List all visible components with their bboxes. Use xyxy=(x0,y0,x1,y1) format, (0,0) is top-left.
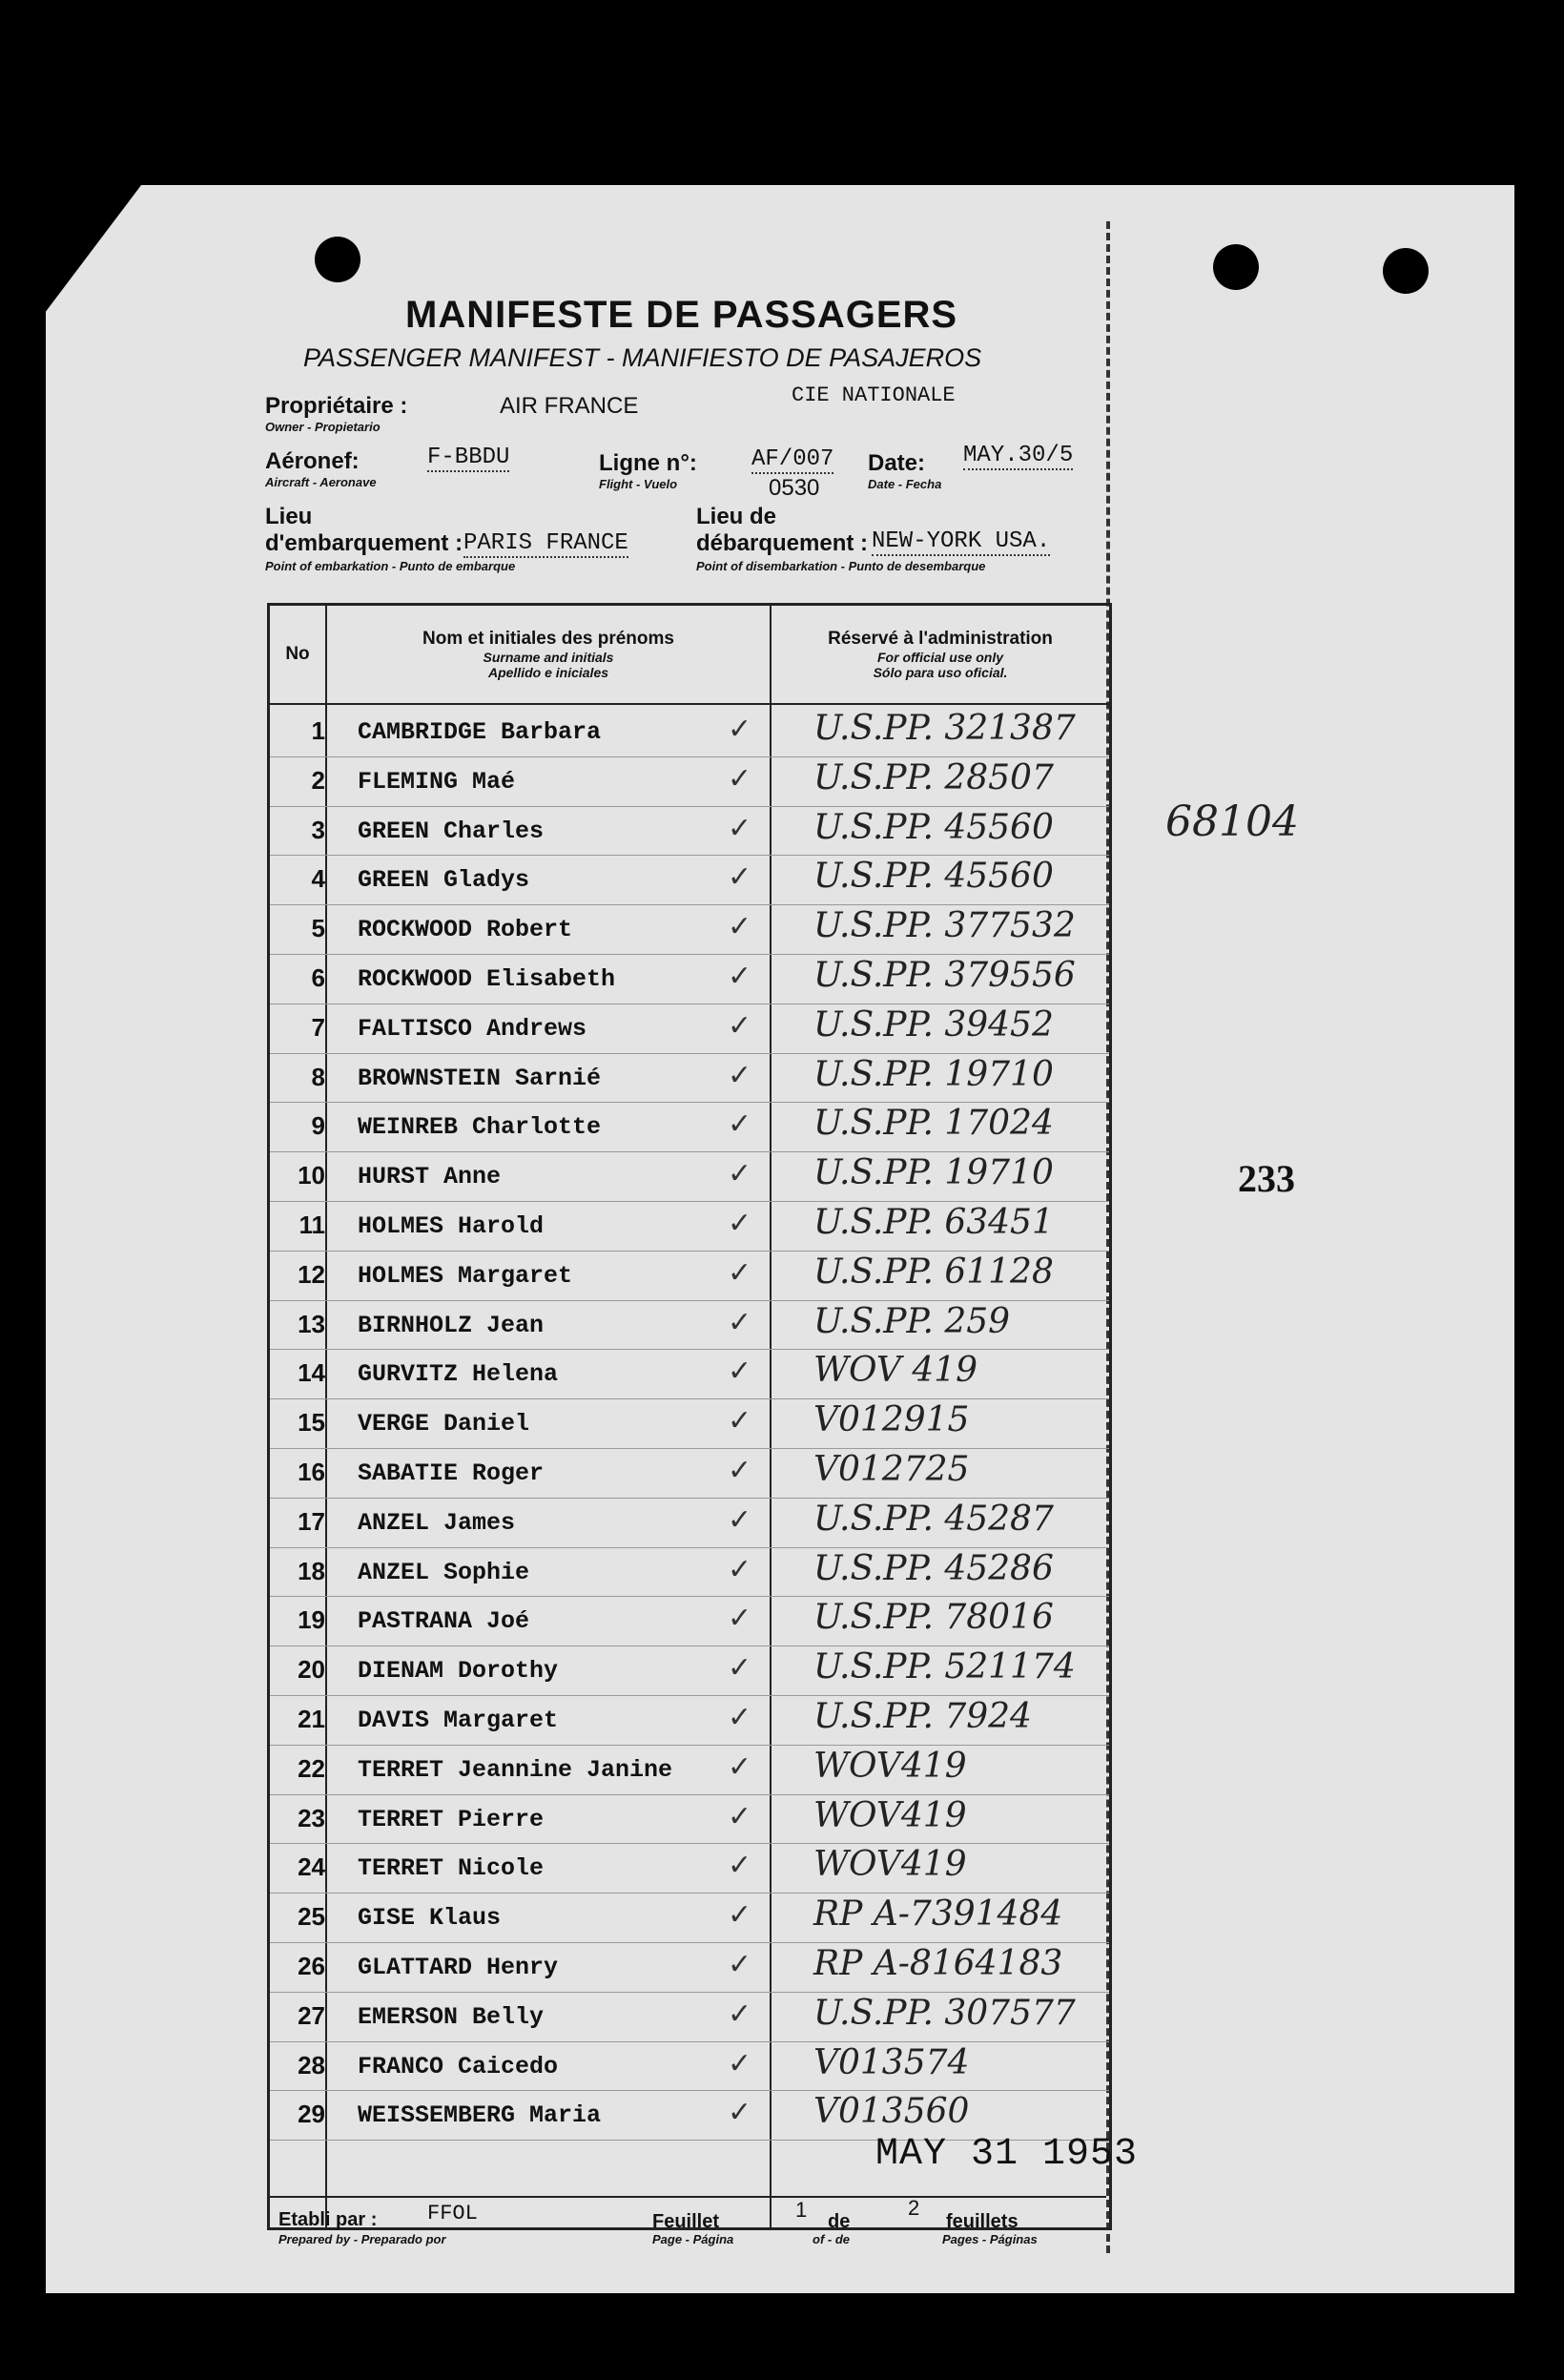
check-mark-icon: ✓ xyxy=(728,911,752,943)
embark-value: PARIS FRANCE xyxy=(463,530,628,556)
margin-note-number: 68104 xyxy=(1165,797,1299,846)
document-number: U.S.PP. 78016 xyxy=(813,1598,1054,1638)
col-header-name-sub2: Apellido e iniciales xyxy=(487,665,609,680)
table-row xyxy=(270,1102,1109,1152)
check-mark-icon: ✓ xyxy=(728,1009,752,1042)
document-number: U.S.PP. 321387 xyxy=(813,709,1076,748)
page-subtitle: PASSENGER MANIFEST - MANIFIESTO DE PASAJEROS xyxy=(303,343,982,372)
table-row xyxy=(270,1349,1109,1399)
check-mark-icon: ✓ xyxy=(728,1158,752,1190)
row-number: 5 xyxy=(311,914,325,943)
row-number: 24 xyxy=(298,1852,325,1882)
table-row xyxy=(270,1942,1109,1993)
check-mark-icon: ✓ xyxy=(728,861,752,894)
table-row xyxy=(270,756,1109,807)
row-number: 22 xyxy=(298,1753,325,1783)
disembark-value: NEW-YORK USA. xyxy=(872,528,1051,554)
check-mark-icon: ✓ xyxy=(728,1800,752,1832)
table-row xyxy=(270,1398,1109,1449)
date-label: Date: xyxy=(868,450,926,476)
check-mark-icon: ✓ xyxy=(728,1208,752,1239)
check-mark-icon: ✓ xyxy=(728,1306,752,1338)
table-row xyxy=(270,1151,1109,1202)
document-number: U.S.PP. 19710 xyxy=(813,1054,1054,1094)
table-row xyxy=(270,2041,1109,2092)
owner-stamp: CIE NATIONALE xyxy=(792,383,956,407)
sheets-sublabel: Pages - Páginas xyxy=(942,2232,1038,2246)
row-number: 13 xyxy=(298,1309,325,1338)
passenger-name: TERRET Jeannine Janine xyxy=(358,1755,673,1784)
passenger-name: FRANCO Caicedo xyxy=(358,2052,559,2080)
check-mark-icon: ✓ xyxy=(728,1850,752,1882)
passenger-name: WEISSEMBERG Maria xyxy=(358,2101,602,2130)
row-number: 15 xyxy=(298,1408,325,1438)
of-label: de xyxy=(828,2211,851,2232)
aircraft-sublabel: Aircraft - Aeronave xyxy=(265,475,377,489)
document-number: U.S.PP. 7924 xyxy=(813,1697,1032,1736)
col-header-admin xyxy=(773,629,1107,680)
passenger-name: HOLMES Harold xyxy=(358,1212,545,1240)
table-row xyxy=(270,1794,1109,1845)
passenger-name: EMERSON Belly xyxy=(358,2002,545,2031)
document-number: U.S.PP. 521174 xyxy=(813,1647,1076,1687)
document-number: U.S.PP. 377532 xyxy=(813,906,1076,946)
passenger-name: DAVIS Margaret xyxy=(358,1707,559,1734)
embark-sublabel: Point of embarkation - Punto de embarque xyxy=(265,559,516,573)
document-number: U.S.PP. 17024 xyxy=(813,1104,1054,1144)
table-row xyxy=(270,1498,1109,1548)
row-number: 29 xyxy=(298,2100,325,2129)
prepared-label: Etabli par : xyxy=(278,2209,378,2230)
row-number: 16 xyxy=(298,1458,325,1486)
check-mark-icon: ✓ xyxy=(728,1899,752,1932)
passenger-name: WEINREB Charlotte xyxy=(358,1113,602,1142)
owner-sublabel: Owner - Propietario xyxy=(265,420,381,434)
row-number: 12 xyxy=(298,1259,325,1289)
table-row xyxy=(270,1695,1109,1746)
passenger-name: TERRET Pierre xyxy=(358,1805,545,1833)
table-row xyxy=(270,1596,1109,1646)
document-number: U.S.PP. 19710 xyxy=(813,1153,1054,1193)
aircraft-label: Aéronef: xyxy=(265,448,360,474)
sheet-value: 1 xyxy=(795,2198,808,2222)
check-mark-icon: ✓ xyxy=(728,1750,752,1783)
table-row xyxy=(270,707,1109,757)
table-row xyxy=(270,1251,1109,1301)
passenger-name: ROCKWOOD Robert xyxy=(358,916,573,944)
row-number: 9 xyxy=(311,1111,325,1141)
table-row xyxy=(270,855,1109,905)
date-sublabel: Date - Fecha xyxy=(868,477,942,491)
passenger-name: DIENAM Dorothy xyxy=(358,1657,559,1686)
check-mark-icon: ✓ xyxy=(728,1702,752,1733)
document-number: V012915 xyxy=(813,1400,970,1440)
punch-hole-left xyxy=(315,237,360,282)
row-number: 19 xyxy=(298,1605,325,1635)
table-row xyxy=(270,1547,1109,1598)
document-number: V013560 xyxy=(813,2092,970,2132)
check-mark-icon: ✓ xyxy=(728,762,752,795)
footer-divider xyxy=(267,2196,1106,2198)
table-row xyxy=(270,1448,1109,1499)
sheet-label: Feuillet xyxy=(652,2211,720,2232)
check-mark-icon: ✓ xyxy=(728,1059,752,1091)
disembark-label-2: débarquement : xyxy=(696,530,869,556)
col-header-admin-sub2: Sólo para uso oficial. xyxy=(873,665,1008,680)
row-number: 2 xyxy=(311,765,325,795)
check-mark-icon: ✓ xyxy=(728,961,752,992)
row-number: 6 xyxy=(311,963,325,992)
row-number: 14 xyxy=(298,1358,325,1388)
document-number: U.S.PP. 259 xyxy=(813,1301,1011,1341)
document-number: U.S.PP. 28507 xyxy=(813,757,1054,797)
embark-label-1: Lieu xyxy=(265,504,313,529)
owner-value: AIR FRANCE xyxy=(500,393,639,419)
date-value: MAY.30/5 xyxy=(963,443,1074,468)
document-number: RP A-8164183 xyxy=(813,1944,1063,1983)
check-mark-icon: ✓ xyxy=(728,714,752,745)
passenger-name: HURST Anne xyxy=(358,1163,502,1191)
passenger-name: VERGE Daniel xyxy=(358,1410,530,1438)
document-number: WOV419 xyxy=(813,1845,967,1885)
row-number: 1 xyxy=(311,716,325,745)
row-number: 28 xyxy=(298,2050,325,2080)
document-number: U.S.PP. 45560 xyxy=(813,807,1054,847)
table-row xyxy=(270,1201,1109,1252)
document-number: U.S.PP. 45287 xyxy=(813,1499,1054,1539)
passenger-name: GURVITZ Helena xyxy=(358,1360,559,1389)
col-header-no: No xyxy=(285,644,310,664)
punch-hole-right-1 xyxy=(1213,244,1259,290)
punch-hole-right-2 xyxy=(1383,248,1429,294)
passenger-name: ANZEL Sophie xyxy=(358,1558,530,1586)
row-number: 8 xyxy=(311,1062,325,1091)
passenger-name: CAMBRIDGE Barbara xyxy=(358,718,602,746)
table-row xyxy=(270,904,1109,955)
check-mark-icon: ✓ xyxy=(728,1603,752,1635)
document-number: U.S.PP. 45560 xyxy=(813,857,1054,897)
check-mark-icon: ✓ xyxy=(728,1997,752,2030)
row-number: 25 xyxy=(298,1902,325,1932)
passenger-name: SABATIE Roger xyxy=(358,1459,545,1487)
document-number: WOV 419 xyxy=(813,1351,978,1391)
passenger-name: FLEMING Maé xyxy=(358,767,516,796)
col-header-name-sub1: Surname and initials xyxy=(483,650,614,665)
row-number: 23 xyxy=(298,1803,325,1832)
check-mark-icon: ✓ xyxy=(728,2047,752,2080)
of-value: 2 xyxy=(908,2196,920,2220)
check-mark-icon: ✓ xyxy=(728,1256,752,1289)
check-mark-icon: ✓ xyxy=(728,2097,752,2129)
aircraft-value: F-BBDU xyxy=(427,445,510,470)
document-number: V013574 xyxy=(813,2042,970,2082)
disembark-label-1: Lieu de xyxy=(696,504,777,529)
check-mark-icon: ✓ xyxy=(728,1455,752,1486)
col-header-admin-text: Réservé à l'administration xyxy=(828,629,1053,649)
table-row xyxy=(270,1893,1109,1943)
document-number: WOV419 xyxy=(813,1795,967,1835)
row-number: 17 xyxy=(298,1506,325,1536)
row-number: 10 xyxy=(298,1161,325,1190)
check-mark-icon: ✓ xyxy=(728,1108,752,1141)
flight-value: AF/007 xyxy=(751,446,834,472)
received-date-stamp: MAY 31 1953 xyxy=(875,2133,1139,2176)
passenger-name: GISE Klaus xyxy=(358,1904,502,1933)
table-row xyxy=(270,1843,1109,1894)
passenger-name: GREEN Gladys xyxy=(358,866,530,895)
passenger-table xyxy=(267,603,1112,2230)
passenger-name: GLATTARD Henry xyxy=(358,1954,559,1981)
passenger-name: ANZEL James xyxy=(358,1508,516,1537)
margin-note-page: 233 xyxy=(1238,1157,1295,1200)
prepared-sublabel: Prepared by - Preparado por xyxy=(278,2232,446,2246)
table-row xyxy=(270,1300,1109,1351)
document-number: U.S.PP. 39452 xyxy=(813,1004,1054,1045)
flight-sublabel: Flight - Vuelo xyxy=(599,477,678,491)
sheets-label: feuillets xyxy=(946,2211,1019,2232)
passenger-name: FALTISCO Andrews xyxy=(358,1014,587,1043)
flight-label: Ligne n°: xyxy=(599,450,697,476)
passenger-name: TERRET Nicole xyxy=(358,1854,545,1883)
check-mark-icon: ✓ xyxy=(728,1553,752,1585)
row-number: 18 xyxy=(298,1556,325,1585)
check-mark-icon: ✓ xyxy=(728,1949,752,1980)
col-header-name xyxy=(329,629,768,680)
check-mark-icon: ✓ xyxy=(728,812,752,844)
page-title: MANIFESTE DE PASSAGERS xyxy=(405,294,958,336)
document-number: RP A-7391484 xyxy=(813,1894,1063,1935)
passenger-name: BIRNHOLZ Jean xyxy=(358,1311,545,1339)
document-number: U.S.PP. 63451 xyxy=(813,1203,1054,1242)
table-row xyxy=(270,1053,1109,1104)
prepared-value: FFOL xyxy=(427,2202,478,2225)
table-row xyxy=(270,954,1109,1004)
row-number: 11 xyxy=(298,1211,325,1239)
row-number: 20 xyxy=(298,1655,325,1685)
table-row xyxy=(270,1745,1109,1795)
col-header-name-text: Nom et initiales des prénoms xyxy=(422,629,674,649)
table-row xyxy=(270,1004,1109,1054)
row-number: 7 xyxy=(311,1012,325,1042)
disembark-sublabel: Point of disembarkation - Punto de desembarque xyxy=(696,559,986,573)
document-number: U.S.PP. 45286 xyxy=(813,1548,1054,1588)
table-row xyxy=(270,1992,1109,2042)
check-mark-icon: ✓ xyxy=(728,1652,752,1685)
table-row xyxy=(270,806,1109,857)
owner-label: Propriétaire : xyxy=(265,393,408,419)
passenger-name: GREEN Charles xyxy=(358,817,545,845)
passenger-name: PASTRANA Joé xyxy=(358,1607,530,1636)
sheet-sublabel: Page - Página xyxy=(652,2232,734,2246)
passenger-name: HOLMES Margaret xyxy=(358,1261,573,1290)
document-number: U.S.PP. 61128 xyxy=(813,1252,1054,1292)
check-mark-icon: ✓ xyxy=(728,1356,752,1388)
row-number: 4 xyxy=(311,864,325,894)
row-number: 3 xyxy=(311,815,325,844)
document-number: U.S.PP. 379556 xyxy=(813,956,1076,995)
document-number: WOV419 xyxy=(813,1746,967,1786)
flight-extra: 0530 xyxy=(769,475,820,501)
row-number: 26 xyxy=(298,1952,325,1980)
row-number: 21 xyxy=(298,1705,325,1733)
col-header-admin-sub1: For official use only xyxy=(877,650,1003,665)
table-row xyxy=(270,1645,1109,1696)
passenger-name: BROWNSTEIN Sarnié xyxy=(358,1064,602,1092)
passenger-name: ROCKWOOD Elisabeth xyxy=(358,965,616,993)
check-mark-icon: ✓ xyxy=(728,1405,752,1438)
document-number: U.S.PP. 307577 xyxy=(813,1993,1076,2033)
embark-label-2: d'embarquement : xyxy=(265,530,463,556)
document-number: V012725 xyxy=(813,1450,970,1489)
of-sublabel: of - de xyxy=(813,2232,850,2246)
check-mark-icon: ✓ xyxy=(728,1503,752,1536)
row-number: 27 xyxy=(298,2000,325,2030)
